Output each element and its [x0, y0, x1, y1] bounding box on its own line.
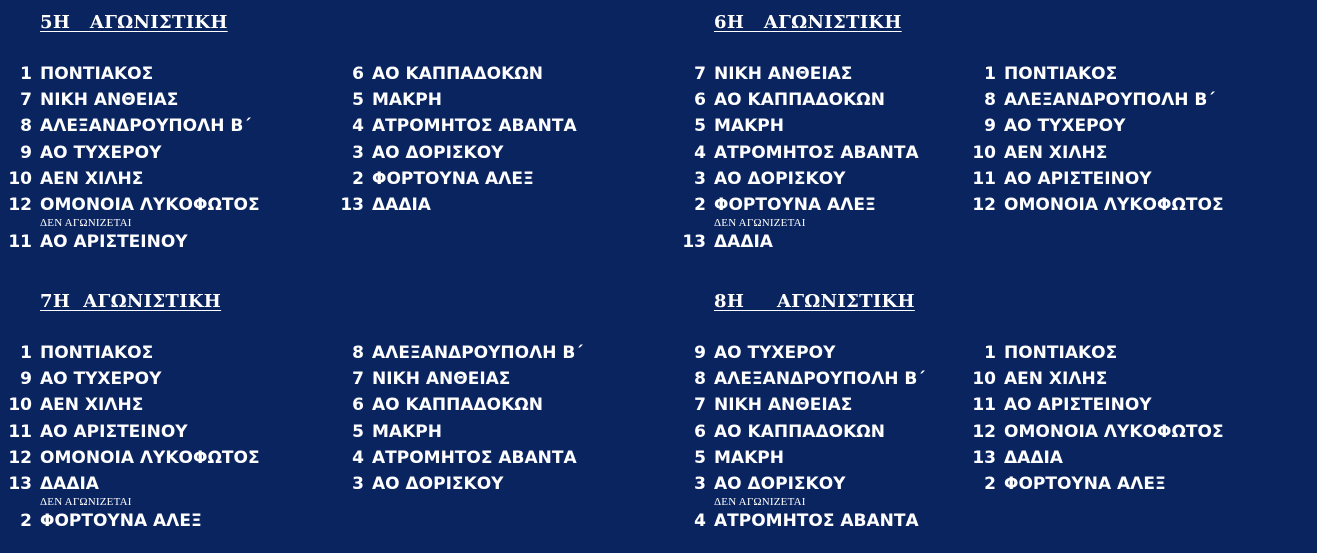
bye-note: ΔΕΝ ΑΓΩΝΙΖΕΤΑΙ — [714, 217, 806, 229]
fixture-home-team — [6, 166, 260, 192]
fixture-away-team — [970, 445, 1224, 471]
round-title: 5Η ΑΓΩΝΙΣΤΙΚΗ — [40, 12, 228, 33]
team-number: 2 — [20, 511, 32, 531]
away-column — [970, 340, 1224, 497]
team-name: ΑΕΝ ΧΙΛΗΣ — [1004, 142, 1108, 163]
fixture-away-team — [970, 366, 1224, 392]
team-name: ΔΑΔΙΑ — [40, 473, 99, 494]
team-number: 4 — [352, 447, 364, 468]
team-number: 5 — [694, 447, 706, 468]
team-name: ΑΤΡΟΜΗΤΟΣ ΑΒΑΝΤΑ — [714, 142, 919, 163]
fixture-away-team — [338, 445, 583, 471]
bye-note: ΔΕΝ ΑΓΩΝΙΖΕΤΑΙ — [40, 496, 132, 508]
team-name: ΟΜΟΝΟΙΑ ΛΥΚΟΦΩΤΟΣ — [1004, 421, 1224, 442]
team-name: ΑΟ ΑΡΙΣΤΕΙΝΟΥ — [1004, 395, 1152, 416]
fixture-home-team — [680, 366, 925, 392]
team-name: ΠΟΝΤΙΑΚΟΣ — [40, 64, 154, 84]
fixture-away-team — [338, 471, 583, 497]
fixture-home-team — [6, 61, 260, 87]
team-name: ΑΟ ΤΥΧΕΡΟΥ — [1004, 116, 1126, 137]
team-name: ΠΟΝΤΙΑΚΟΣ — [40, 343, 154, 363]
team-name: ΑΟ ΔΟΡΙΣΚΟΥ — [372, 473, 504, 494]
fixture-home-team — [6, 392, 260, 418]
team-number: 6 — [694, 421, 706, 442]
team-number: 11 — [972, 395, 996, 416]
home-column — [6, 61, 260, 218]
fixture-home-team — [6, 419, 260, 445]
team-name: ΑΟ ΤΥΧΕΡΟΥ — [714, 343, 836, 363]
team-number: 3 — [352, 473, 364, 494]
team-name: ΠΟΝΤΙΑΚΟΣ — [1004, 343, 1118, 363]
team-number: 12 — [972, 421, 996, 442]
home-column — [680, 61, 919, 218]
team-number: 2 — [694, 194, 706, 215]
team-name: ΜΑΚΡΗ — [372, 90, 442, 111]
home-column — [6, 340, 260, 497]
team-name: ΝΙΚΗ ΑΝΘΕΙΑΣ — [372, 369, 511, 390]
team-number: 7 — [352, 369, 364, 390]
team-number: 12 — [972, 194, 996, 215]
team-name: ΜΑΚΡΗ — [714, 116, 784, 137]
fixture-home-team — [6, 113, 260, 139]
fixture-away-team — [338, 340, 583, 366]
team-name: ΑΟ ΔΟΡΙΣΚΟΥ — [372, 142, 504, 163]
team-number: 1 — [20, 343, 32, 363]
fixture-away-team — [338, 166, 577, 192]
fixture-home-team — [680, 140, 919, 166]
fixture-away-team — [970, 192, 1224, 218]
fixture-home-team — [680, 87, 919, 113]
fixture-away-team — [970, 340, 1224, 366]
team-name: ΑΟ ΚΑΠΠΑΔΟΚΩΝ — [714, 421, 885, 442]
fixture-home-team — [680, 61, 919, 87]
away-column — [970, 61, 1224, 218]
team-name: ΑΛΕΞΑΝΔΡΟΥΠΟΛΗ Β΄ — [714, 369, 925, 390]
team-number: 9 — [20, 142, 32, 163]
team-name: ΑΟ ΚΑΠΠΑΔΟΚΩΝ — [714, 90, 885, 111]
team-number: 12 — [8, 194, 32, 215]
fixture-away-team — [970, 392, 1224, 418]
team-name: ΑΟ ΤΥΧΕΡΟΥ — [40, 142, 162, 163]
team-name: ΑΟ ΚΑΠΠΑΔΟΚΩΝ — [372, 395, 543, 416]
bye-team — [680, 508, 919, 534]
fixture-away-team — [970, 140, 1224, 166]
team-number: 13 — [972, 447, 996, 468]
fixture-away-team — [338, 392, 583, 418]
team-number: 11 — [972, 168, 996, 189]
team-number: 5 — [694, 116, 706, 137]
bye-note: ΔΕΝ ΑΓΩΝΙΖΕΤΑΙ — [714, 496, 806, 508]
bye-team — [6, 508, 202, 534]
team-number: 9 — [20, 369, 32, 390]
fixture-away-team — [970, 166, 1224, 192]
fixture-home-team — [6, 140, 260, 166]
team-name: ΜΑΚΡΗ — [714, 447, 784, 468]
team-number: 10 — [972, 142, 996, 163]
team-number: 2 — [984, 473, 996, 494]
fixture-away-team — [970, 113, 1224, 139]
team-number: 7 — [694, 395, 706, 416]
fixture-away-team — [338, 192, 577, 218]
team-number: 3 — [694, 168, 706, 189]
team-number: 8 — [694, 369, 706, 390]
team-number: 5 — [352, 90, 364, 111]
team-number: 13 — [8, 473, 32, 494]
team-number: 1 — [20, 64, 32, 84]
team-name: ΑΟ ΔΟΡΙΣΚΟΥ — [714, 473, 846, 494]
team-name: ΦΟΡΤΟΥΝΑ ΑΛΕΞ — [714, 194, 876, 215]
fixture-away-team — [970, 471, 1224, 497]
team-name: ΑΛΕΞΑΝΔΡΟΥΠΟΛΗ Β΄ — [372, 343, 583, 363]
fixture-home-team — [6, 87, 260, 113]
team-number: 1 — [984, 343, 996, 363]
fixture-home-team — [680, 113, 919, 139]
team-name: ΔΑΔΙΑ — [714, 232, 773, 252]
team-number: 4 — [694, 142, 706, 163]
team-name: ΑΕΝ ΧΙΛΗΣ — [40, 168, 144, 189]
team-number: 7 — [20, 90, 32, 111]
team-number: 10 — [972, 369, 996, 390]
team-number: 10 — [8, 395, 32, 416]
round-title: 6Η ΑΓΩΝΙΣΤΙΚΗ — [714, 12, 902, 33]
bye-team — [680, 229, 773, 255]
team-number: 7 — [694, 64, 706, 84]
team-number: 3 — [352, 142, 364, 163]
team-name: ΟΜΟΝΟΙΑ ΛΥΚΟΦΩΤΟΣ — [40, 194, 260, 215]
fixture-home-team — [680, 166, 919, 192]
team-name: ΜΑΚΡΗ — [372, 421, 442, 442]
bye-note: ΔΕΝ ΑΓΩΝΙΖΕΤΑΙ — [40, 217, 132, 229]
team-name: ΑΛΕΞΑΝΔΡΟΥΠΟΛΗ Β΄ — [40, 116, 251, 137]
fixture-away-team — [338, 113, 577, 139]
fixture-away-team — [338, 61, 577, 87]
team-number: 6 — [694, 90, 706, 111]
fixture-away-team — [970, 61, 1224, 87]
fixture-away-team — [970, 87, 1224, 113]
round-title: 8Η ΑΓΩΝΙΣΤΙΚΗ — [714, 291, 915, 312]
fixture-away-team — [338, 87, 577, 113]
fixture-home-team — [6, 471, 260, 497]
team-number: 11 — [8, 232, 32, 252]
team-number: 8 — [984, 90, 996, 111]
team-name: ΦΟΡΤΟΥΝΑ ΑΛΕΞ — [372, 168, 534, 189]
bye-team — [6, 229, 188, 255]
team-number: 9 — [694, 343, 706, 363]
fixture-home-team — [6, 445, 260, 471]
team-number: 13 — [340, 194, 364, 215]
team-name: ΑΕΝ ΧΙΛΗΣ — [40, 395, 144, 416]
fixture-home-team — [680, 445, 925, 471]
team-name: ΑΟ ΚΑΠΠΑΔΟΚΩΝ — [372, 64, 543, 84]
fixture-home-team — [6, 192, 260, 218]
team-number: 6 — [352, 64, 364, 84]
fixture-away-team — [338, 366, 583, 392]
team-number: 9 — [984, 116, 996, 137]
fixture-away-team — [338, 419, 583, 445]
team-name: ΑΟ ΑΡΙΣΤΕΙΝΟΥ — [40, 232, 188, 252]
fixture-home-team — [6, 340, 260, 366]
team-name: ΑΟ ΔΟΡΙΣΚΟΥ — [714, 168, 846, 189]
team-name: ΑΕΝ ΧΙΛΗΣ — [1004, 369, 1108, 390]
team-number: 1 — [984, 64, 996, 84]
team-name: ΝΙΚΗ ΑΝΘΕΙΑΣ — [40, 90, 179, 111]
team-number: 6 — [352, 395, 364, 416]
team-name: ΑΛΕΞΑΝΔΡΟΥΠΟΛΗ Β΄ — [1004, 90, 1215, 111]
fixture-home-team — [680, 471, 925, 497]
team-number: 8 — [352, 343, 364, 363]
team-name: ΟΜΟΝΟΙΑ ΛΥΚΟΦΩΤΟΣ — [40, 447, 260, 468]
team-name: ΔΑΔΙΑ — [372, 194, 431, 215]
team-number: 5 — [352, 421, 364, 442]
fixture-home-team — [680, 419, 925, 445]
team-name: ΦΟΡΤΟΥΝΑ ΑΛΕΞ — [1004, 473, 1166, 494]
team-number: 11 — [8, 421, 32, 442]
team-number: 13 — [682, 232, 706, 252]
team-number: 4 — [352, 116, 364, 137]
team-name: ΑΤΡΟΜΗΤΟΣ ΑΒΑΝΤΑ — [372, 116, 577, 137]
team-number: 12 — [8, 447, 32, 468]
team-name: ΑΟ ΑΡΙΣΤΕΙΝΟΥ — [40, 421, 188, 442]
team-name: ΑΟ ΑΡΙΣΤΕΙΝΟΥ — [1004, 168, 1152, 189]
team-number: 2 — [352, 168, 364, 189]
team-number: 4 — [694, 511, 706, 531]
fixture-away-team — [338, 140, 577, 166]
home-column — [680, 340, 925, 497]
team-number: 10 — [8, 168, 32, 189]
team-name: ΑΤΡΟΜΗΤΟΣ ΑΒΑΝΤΑ — [714, 511, 919, 531]
team-name: ΠΟΝΤΙΑΚΟΣ — [1004, 64, 1118, 84]
away-column — [338, 340, 583, 497]
team-name: ΟΜΟΝΟΙΑ ΛΥΚΟΦΩΤΟΣ — [1004, 194, 1224, 215]
team-name: ΑΟ ΤΥΧΕΡΟΥ — [40, 369, 162, 390]
team-name: ΝΙΚΗ ΑΝΘΕΙΑΣ — [714, 64, 853, 84]
fixture-home-team — [680, 340, 925, 366]
fixture-home-team — [680, 192, 919, 218]
fixture-away-team — [970, 419, 1224, 445]
team-name: ΔΑΔΙΑ — [1004, 447, 1063, 468]
team-number: 3 — [694, 473, 706, 494]
team-name: ΝΙΚΗ ΑΝΘΕΙΑΣ — [714, 395, 853, 416]
fixture-home-team — [6, 366, 260, 392]
away-column — [338, 61, 577, 218]
team-name: ΦΟΡΤΟΥΝΑ ΑΛΕΞ — [40, 511, 202, 531]
fixture-home-team — [680, 392, 925, 418]
team-name: ΑΤΡΟΜΗΤΟΣ ΑΒΑΝΤΑ — [372, 447, 577, 468]
round-title: 7Η ΑΓΩΝΙΣΤΙΚΗ — [40, 291, 222, 312]
team-number: 8 — [20, 116, 32, 137]
